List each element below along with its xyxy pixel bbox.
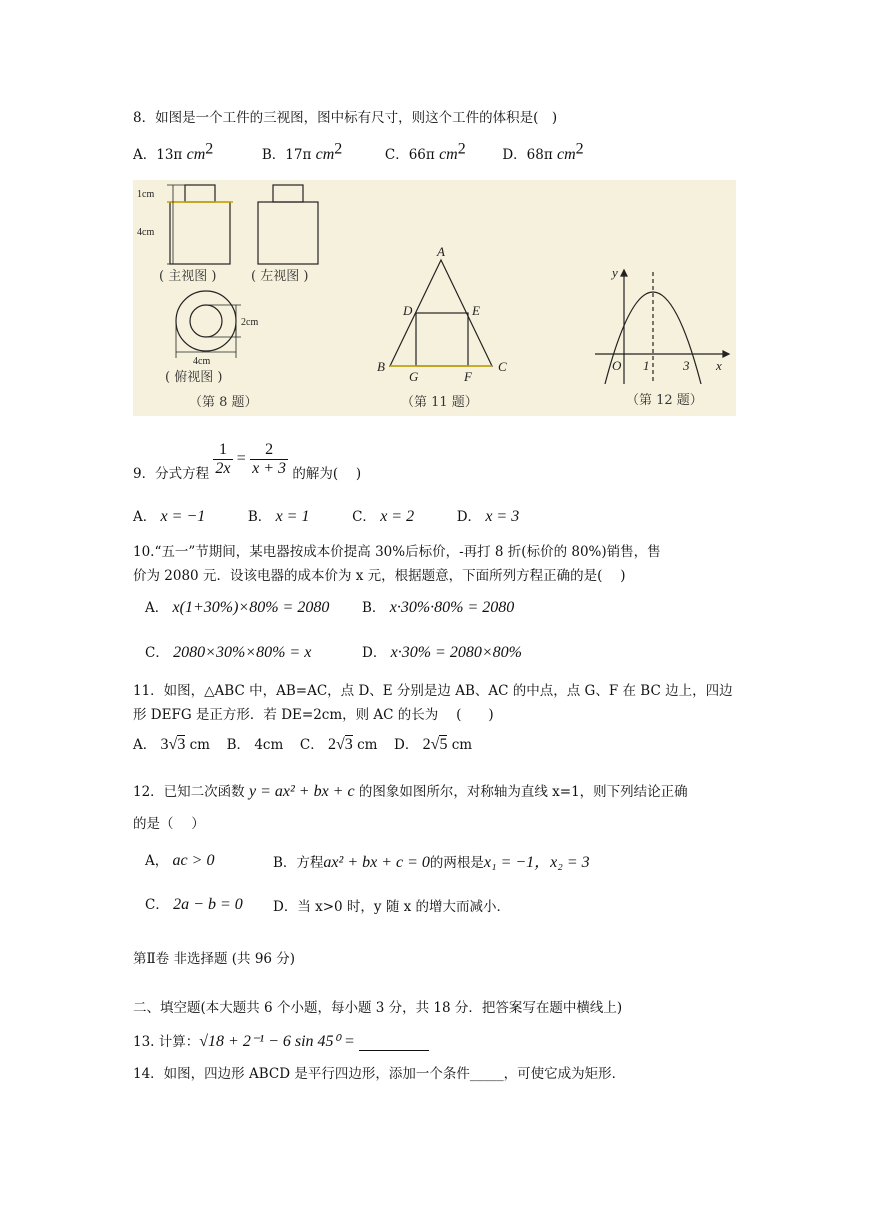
- top-view-inner-circle: [190, 305, 222, 337]
- label-a: A: [437, 244, 445, 259]
- q8-option-b: B．17π $cm^2$: [261, 140, 343, 163]
- label-e: E: [472, 303, 480, 318]
- q9-option-b: B． x = 1: [247, 508, 310, 525]
- fig11-caption: （第 11 题）: [401, 395, 478, 410]
- left-view-top-block: [273, 185, 303, 202]
- front-view-caption: ( 主视图 ): [159, 269, 217, 284]
- q11-option-b: B． 4cm: [226, 737, 284, 753]
- label-b: B: [377, 359, 385, 374]
- q9-option-a: A． x = −1: [133, 508, 206, 525]
- q13-expression: √18 + 2⁻¹ − 6 sin 45⁰ =: [199, 1033, 355, 1050]
- q8-options: [133, 140, 584, 164]
- top-view: [176, 291, 241, 358]
- label-f: F: [464, 369, 472, 384]
- q11-line1: 11．如图，△ABC 中，AB=AC，点 D、E 分别是边 AB、AC 的中点，点 G、F 在 BC 边上，四边: [133, 683, 733, 699]
- q12-line2: 的是（ ）: [133, 816, 205, 832]
- label-c: C: [498, 359, 507, 374]
- square-defg: [416, 313, 468, 366]
- front-view: [167, 185, 233, 264]
- q12-line1: 12．已知二次函数 y = ax² + bx + c 的图象如图所尔，对称轴为直线 x=1，则下列结论正确: [133, 783, 688, 800]
- q12-option-d: D．当 x>0 时，y 随 x 的增大而减小．: [273, 899, 511, 915]
- dim-label-2cm: 2cm: [241, 317, 259, 328]
- label-tick-1: 1: [643, 358, 650, 373]
- q12-option-c: C． 2a − b = 0: [145, 896, 243, 913]
- q9-fraction-1: $\frac{1}{2x}$: [215, 440, 231, 477]
- label-y-axis: y: [612, 265, 618, 280]
- part-two-heading: 第Ⅱ卷 非选择题 (共 96 分): [133, 951, 296, 967]
- top-view-caption: ( 俯视图 ): [165, 370, 223, 385]
- q12-option-a: A， ac > 0: [145, 852, 215, 869]
- q13: 13. 计算：√18 + 2⁻¹ − 6 sin 45⁰ =: [133, 1030, 429, 1051]
- label-d: D: [403, 303, 413, 318]
- label-origin: O: [612, 358, 622, 373]
- q12-option-b: B．方程ax² + bx + c = 0的两根是x₁ = −1，x₂ = 3: [273, 854, 590, 871]
- q9-stem: 9．分式方程 $\frac{1}{2x}$ = $\frac{2}{x + 3}$ 的解为( ): [133, 440, 362, 482]
- dim-label-1cm: 1cm: [137, 189, 155, 200]
- q9-fraction-2: $\frac{2}{x + 3}$: [252, 440, 287, 477]
- q10-option-d: D． x·30% = 2080×80%: [362, 644, 522, 661]
- q8-option-c: C．66π $cm^2$: [384, 140, 466, 163]
- q10-option-c: C． 2080×30%×80% = x: [145, 644, 312, 661]
- dim-label-4cm: 4cm: [137, 227, 155, 238]
- q11-option-c: C． 2√3 cm: [299, 736, 378, 753]
- label-x-axis: x: [716, 358, 722, 373]
- figure-svg: [133, 180, 736, 416]
- q13-answer-blank[interactable]: [359, 1036, 429, 1051]
- label-tick-3: 3: [683, 358, 690, 373]
- front-view-body: [170, 202, 230, 264]
- section-two-heading: 二、填空题(本大题共 6 个小题，每小题 3 分，共 18 分．把答案写在题中横线上): [133, 1000, 623, 1016]
- q8-option-d: D．68π $cm^2$: [502, 140, 584, 163]
- q10-line2: 价为 2080 元．设该电器的成本价为 x 元，根据题意，下面所列方程正确的是( ): [133, 568, 626, 584]
- fig12-caption: （第 12 题）: [626, 393, 703, 408]
- q11-option-a: A． 3√3 cm: [133, 736, 210, 753]
- q10-option-a: A． x(1+30%)×80% = 2080: [145, 599, 330, 616]
- q8-stem: 8．如图是一个工件的三视图，图中标有尺寸，则这个工件的体积是( ): [133, 110, 558, 126]
- q10-line1: 10.“五一”节期间，某电器按成本价提高 30%后标价，-再打 8 折(标价的 80%)销售，售: [133, 544, 661, 560]
- figure-panel: [133, 180, 736, 416]
- q12-function: y = ax² + bx + c: [248, 783, 355, 800]
- left-view-caption: ( 左视图 ): [251, 269, 309, 284]
- front-view-top-block: [185, 185, 215, 202]
- q10-option-b: B． x·30%·80% = 2080: [362, 599, 515, 616]
- q8-option-a: A．13π $cm^2$: [133, 140, 214, 163]
- label-g: G: [409, 369, 419, 384]
- q9-options: [133, 505, 519, 526]
- q11-line2: 形 DEFG 是正方形．若 DE=2cm，则 AC 的长为 ( ): [133, 707, 494, 723]
- dim-label-4cm-bottom: 4cm: [193, 356, 211, 367]
- fig8-caption: （第 8 题）: [189, 395, 258, 410]
- q14: 14．如图，四边形 ABCD 是平行四边形，添加一个条件_____，可使它成为矩形．: [133, 1066, 626, 1082]
- top-view-outer-circle: [176, 291, 236, 351]
- left-view: [258, 185, 318, 264]
- q9-option-c: C． x = 2: [352, 508, 415, 525]
- q11-option-d: D． 2√5 cm: [394, 736, 473, 753]
- q11-options: [133, 733, 472, 754]
- left-view-body: [258, 202, 318, 264]
- q9-option-d: D． x = 3: [456, 508, 520, 525]
